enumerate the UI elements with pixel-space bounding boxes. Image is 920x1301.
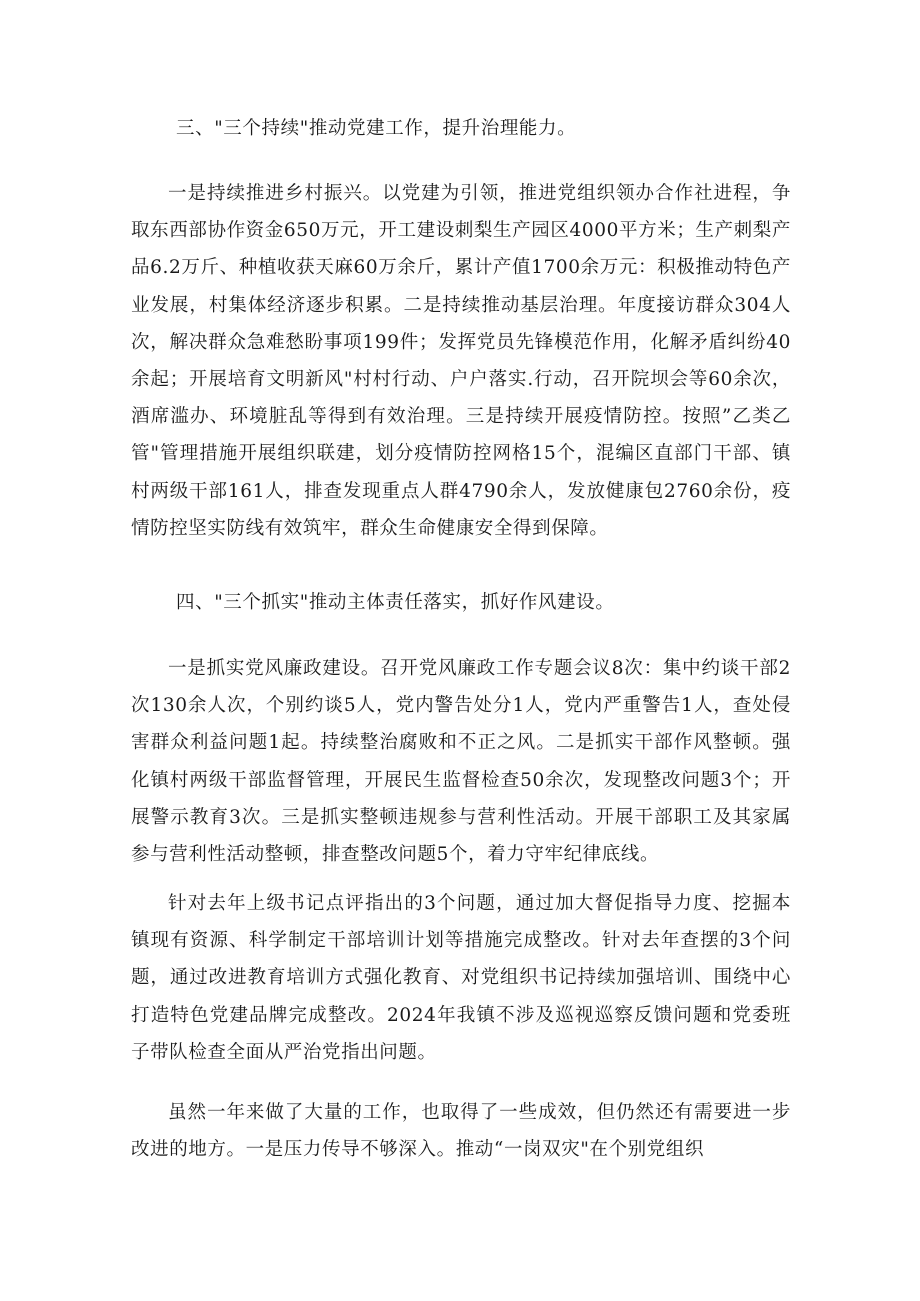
paragraph-rectification: 针对去年上级书记点评指出的3个问题，通过加大督促指导力度、挖掘本镇现有资源、科学制定干部培训计划等措施完成整改。针对去年查摆的3个问题，通过改进教育培训方式强化教育、对党组织书记持续加强培训、围绕中心打造特色党建品牌完成整改。2024年我镇不涉及巡视巡察反馈问题和党委班子带队检查全面从严治党指出问题。 <box>131 893 791 1063</box>
section-heading-three: 三、"三个持续"推动党建工作，提升治理能力。 <box>176 118 577 139</box>
paragraph-integrity-building: 一是抓实党风廉政建设。召开党风廉政工作专题会议8次：集中约谈干部2次130余人次，个别约谈5人，党内警告处分1人，党内严重警告1人，查处侵害群众利益问题1起。持续整治腐败和不正之风。二是抓实干部作风整顿。强化镇村两级干部监督管理，开展民生监督检查50余次，发现整改问题3个；开展警示教育3次。三是抓实整顿违规参与营利性活动。开展干部职工及其家属参与营利性活动整顿，排查整改问题5个，着力守牢纪律底线。 <box>131 658 791 866</box>
paragraph-shortcomings: 虽然一年来做了大量的工作，也取得了一些成效，但仍然还有需要进一步改进的地方。一是压力传导不够深入。推动“一岗双灾"在个别党组织 <box>131 1102 791 1161</box>
section-heading-four: 四、"三个抓实"推动主体责任落实，抓好作风建设。 <box>176 592 615 613</box>
paragraph-rural-revitalization: 一是持续推进乡村振兴。以党建为引领，推进党组织领办合作社进程，争取东西部协作资金650万元，开工建设刺梨生产园区4000平方米；生产刺梨产品6.2万斤、种植收获天麻60万余斤，累计产值1700余万元：积极推动特色产业发展，村集体经济逐步积累。二是持续推动基层治理。年度接访群众304人次，解决群众急难愁盼事项199件；发挥党员先锋模范作用，化解矛盾纠纷40余起；开展培育文明新风"村村行动、户户落实.行动，召开院坝会等60余次，酒席滥办、环境脏乱等得到有效治理。三是持续开展疫情防控。按照”乙类乙管"管理措施开展组织联建，划分疫情防控网格15个，混编区直部门干部、镇村两级干部161人，排查发现重点人群4790余人，发放健康包2760余份，疫情防控坚实防线有效筑牢，群众生命健康安全得到保障。 <box>131 183 791 539</box>
